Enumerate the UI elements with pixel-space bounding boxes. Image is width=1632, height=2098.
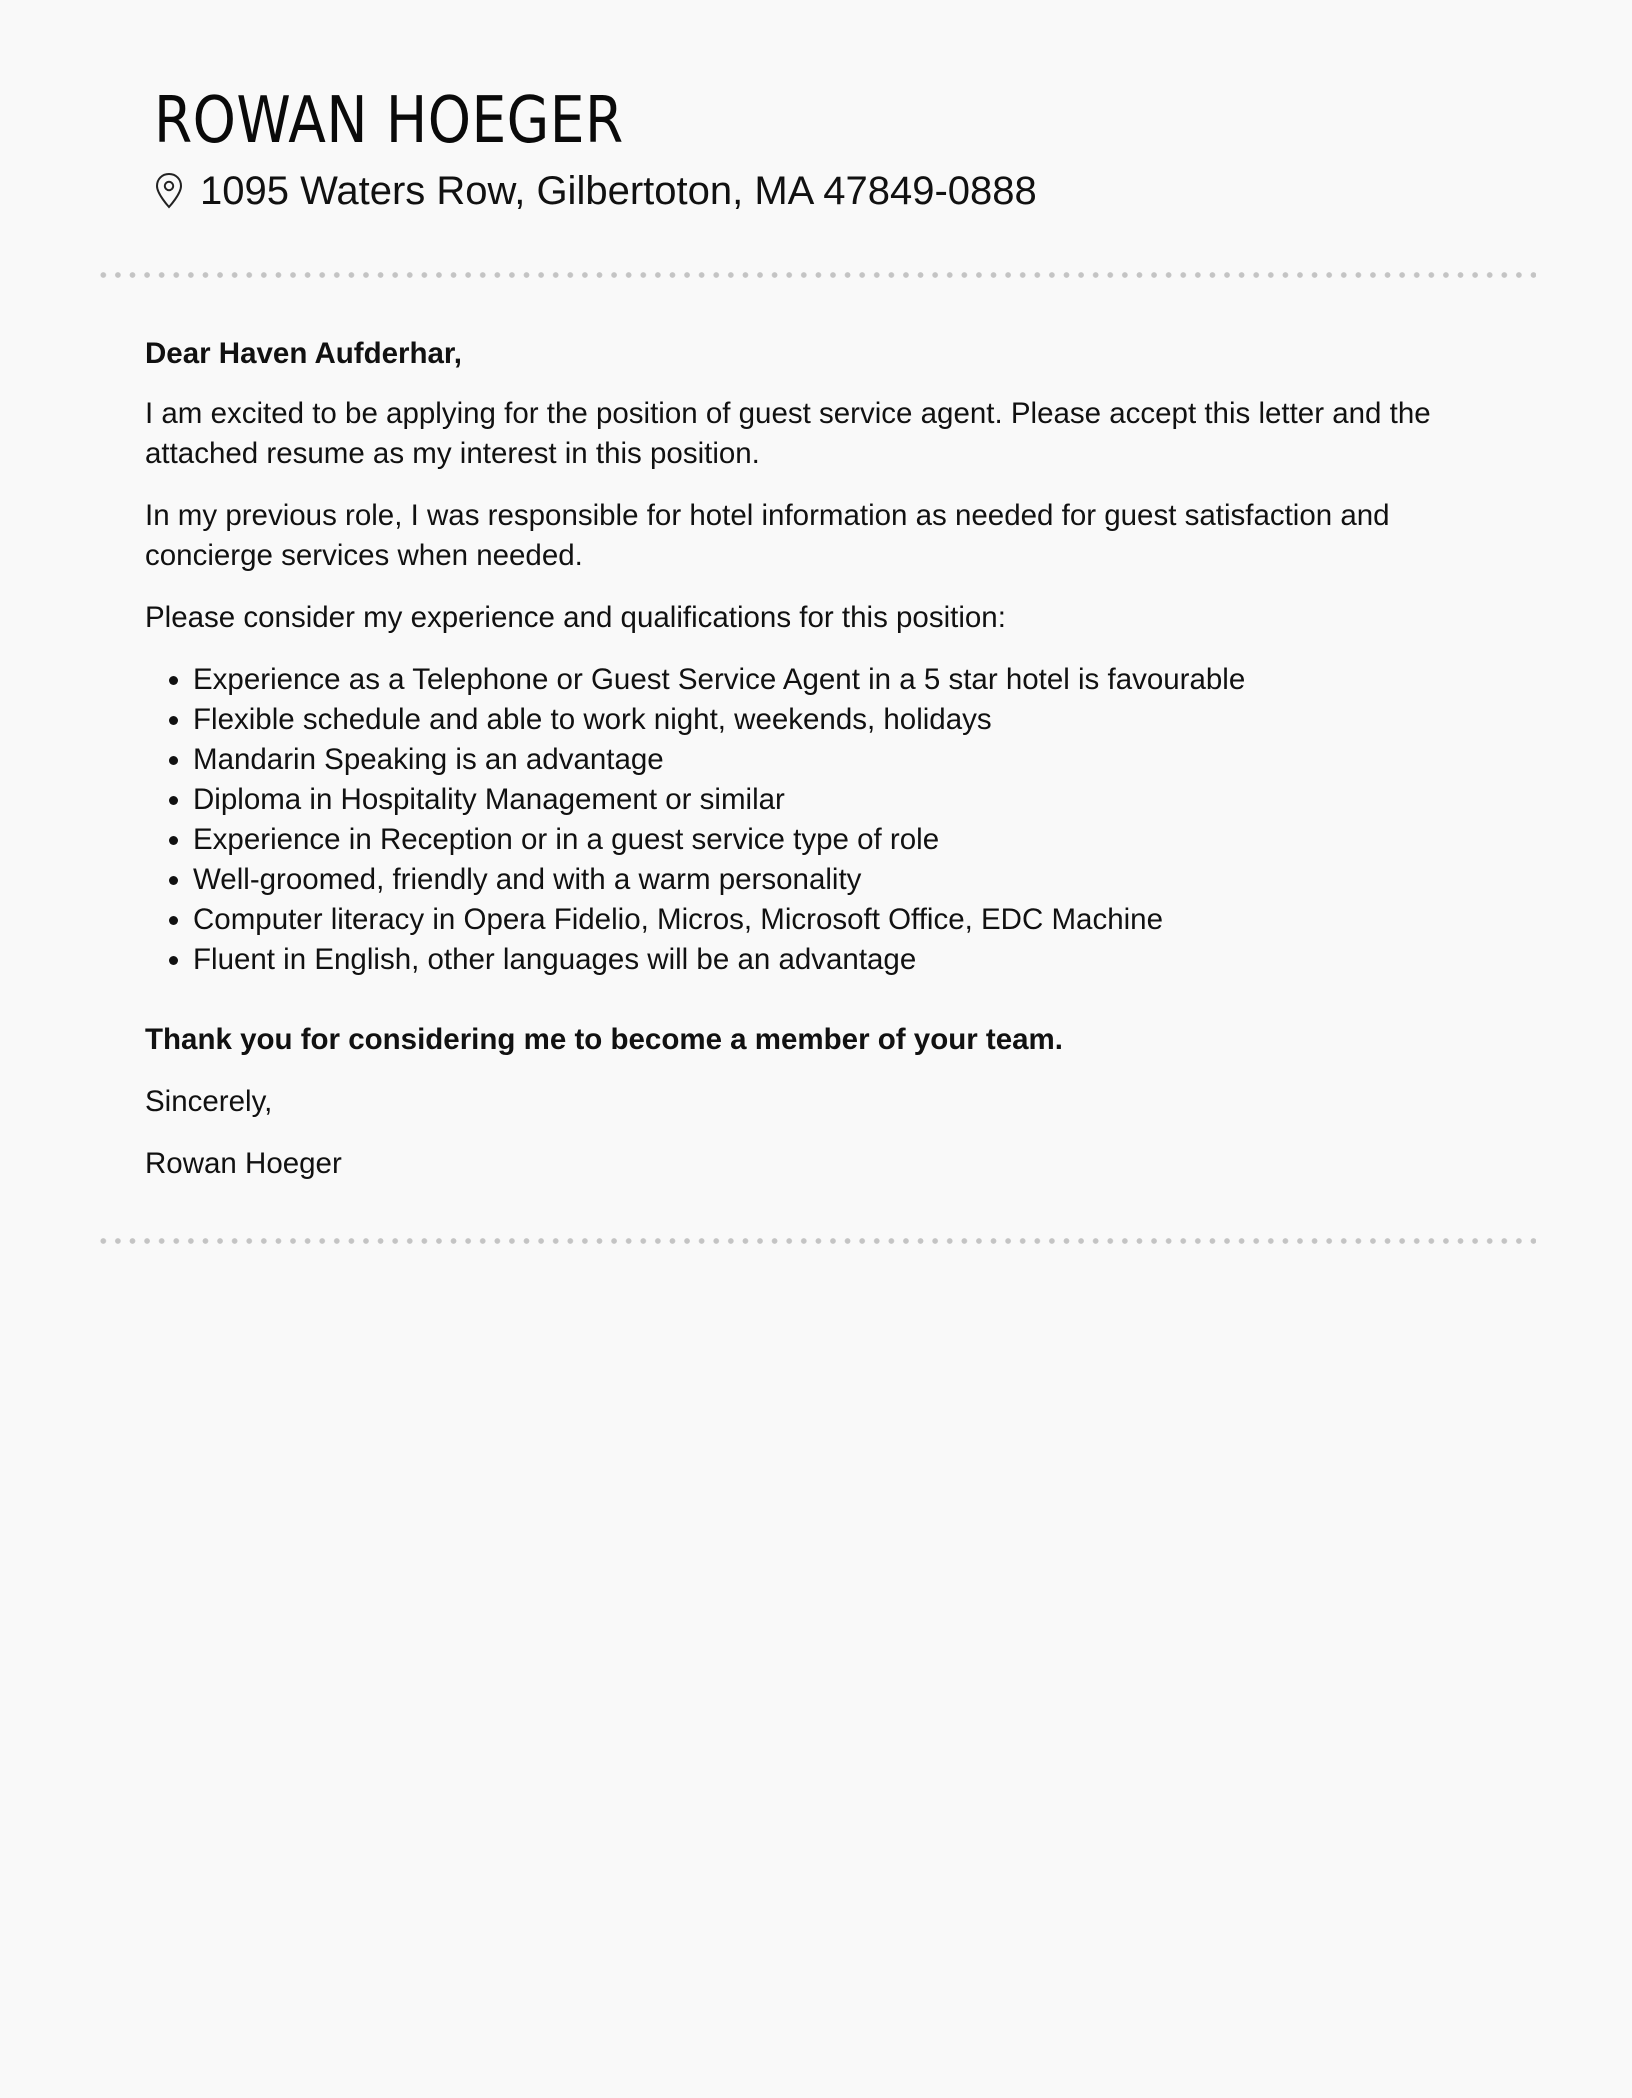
letter-body: [145, 334, 1475, 1206]
list-item: • Computer literacy in Opera Fidelio, Micros, Microsoft Office, EDC Machine: [193, 900, 1475, 940]
top-dotted-divider: [96, 272, 1536, 278]
qualifications-list: [145, 660, 1475, 980]
bottom-dotted-divider: [96, 1238, 1536, 1244]
paragraph-intro: I am excited to be applying for the position of guest service agent. Please accept this letter and the attached resume as my interest in this position.: [145, 397, 1431, 470]
signoff: Sincerely,: [145, 1085, 273, 1118]
list-item: • Experience in Reception or in a guest service type of role: [193, 820, 1475, 860]
list-item: • Diploma in Hospitality Management or similar: [193, 780, 1475, 820]
list-item: • Experience as a Telephone or Guest Service Agent in a 5 star hotel is favourable: [193, 660, 1475, 700]
salutation: Dear Haven Aufderhar,: [145, 337, 462, 370]
list-item: • Well-groomed, friendly and with a warm personality: [193, 860, 1475, 900]
list-item: • Flexible schedule and able to work night, weekends, holidays: [193, 700, 1475, 740]
list-item: • Fluent in English, other languages will be an advantage: [193, 940, 1475, 980]
signature-name: Rowan Hoeger: [145, 1147, 342, 1180]
address-row: [154, 163, 1037, 219]
paragraph-qualifications-lead: Please consider my experience and qualifications for this position:: [145, 601, 1006, 634]
list-item: • Mandarin Speaking is an advantage: [193, 740, 1475, 780]
map-pin-icon: [154, 172, 184, 210]
applicant-name: ROWAN HOEGER: [154, 84, 624, 158]
closing-statement: Thank you for considering me to become a member of your team.: [145, 1023, 1063, 1056]
paragraph-previous-role: In my previous role, I was responsible for hotel information as needed for guest satisfaction and concierge services when needed.: [145, 499, 1390, 572]
address-text: 1095 Waters Row, Gilbertoton, MA 47849-0888: [200, 169, 1037, 213]
